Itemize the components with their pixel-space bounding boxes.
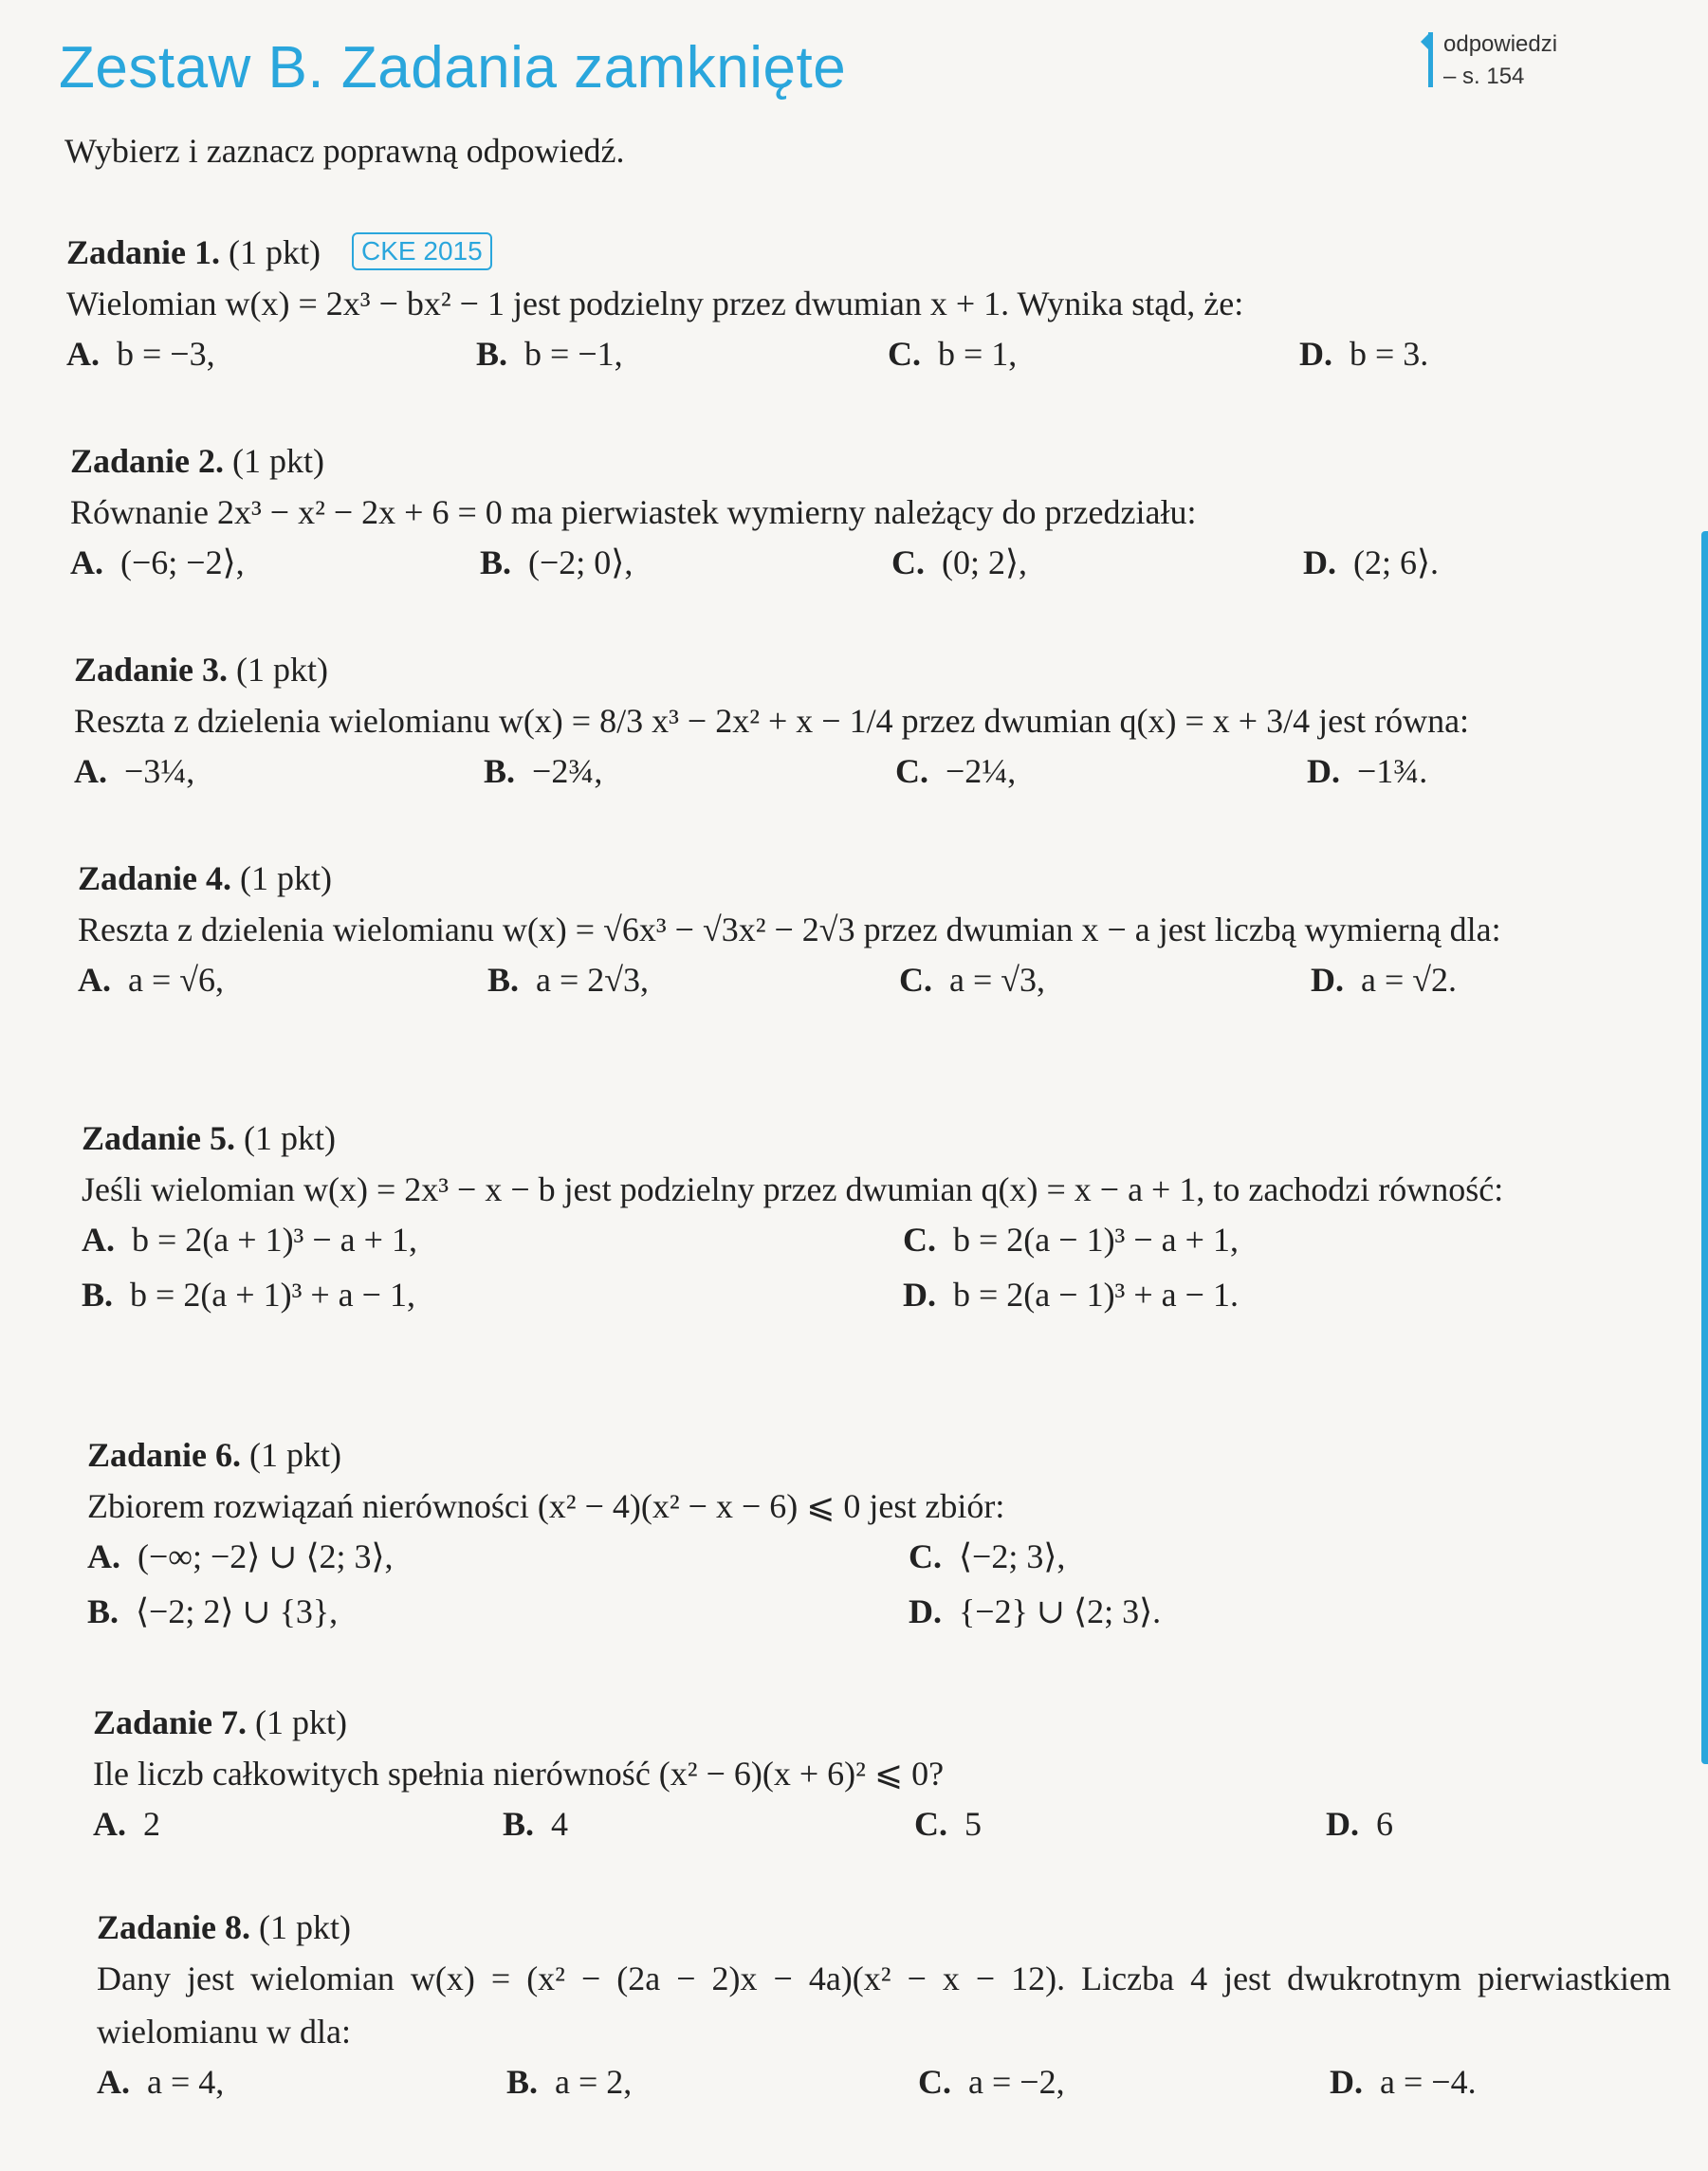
option-letter: A. [87,1537,120,1575]
option-b[interactable] [503,1804,568,1844]
option-text: −1¾. [1357,752,1428,790]
option-letter: D. [1326,1805,1359,1843]
option-d[interactable] [1299,334,1428,374]
option-d[interactable] [1326,1804,1393,1844]
option-letter: C. [891,543,925,581]
option-letter: C. [895,752,928,790]
option-letter: B. [82,1276,114,1314]
option-text: a = 2, [555,2063,633,2101]
option-c[interactable] [888,334,1017,374]
task-7 [93,1698,1686,1857]
option-text: b = −3, [117,335,215,373]
option-text: (−2; 0⟩, [528,543,634,581]
option-letter: D. [1299,335,1332,373]
answer-options [70,539,1663,596]
task-header [93,1698,1686,1747]
option-letter: B. [484,752,516,790]
arrow-icon [1421,34,1428,49]
option-c[interactable] [903,1220,1239,1260]
answer-options [97,2058,1690,2115]
option-a[interactable] [82,1220,417,1260]
option-text: −3¼, [124,752,195,790]
option-text: 2 [143,1805,160,1843]
source-badge: CKE 2015 [352,232,492,270]
option-a[interactable] [66,334,215,374]
option-a[interactable] [78,960,224,1000]
answers-reference-bar [1428,32,1433,87]
option-letter: C. [903,1221,936,1259]
task-label: Zadanie 4. [78,859,232,897]
option-text: b = 2(a − 1)³ + a − 1. [953,1276,1239,1314]
task-6 [87,1430,1680,1647]
option-d[interactable] [1311,960,1457,1000]
option-d[interactable] [1307,751,1427,791]
option-letter: A. [66,335,100,373]
answer-options [87,1533,1680,1647]
option-letter: A. [74,752,107,790]
task-stem: Dany jest wielomian w(x) = (x² − (2a − 2)x − 4a)(x² − x − 12). Liczba 4 jest dwukrotnym pierwiastkiem wielomianu w dla: [97,1959,1671,2051]
option-text: (−∞; −2⟩ ∪ ⟨2; 3⟩, [138,1537,394,1575]
option-letter: A. [97,2063,130,2101]
option-text: ⟨−2; 3⟩, [959,1537,1066,1575]
option-d[interactable] [1330,2062,1477,2102]
task-label: Zadanie 2. [70,442,225,480]
option-a[interactable] [87,1536,394,1576]
answer-options [93,1800,1686,1857]
option-letter: D. [909,1592,942,1630]
page-edge-tab [1701,531,1708,1764]
option-text: a = −2, [968,2063,1065,2101]
task-label: Zadanie 1. [66,233,221,271]
task-stem: Ile liczb całkowitych spełnia nierówność (x² − 6)(x + 6)² ⩽ 0? [93,1755,945,1793]
instruction: Wybierz i zaznacz poprawną odpowiedź. [64,132,625,170]
option-text: a = 4, [147,2063,225,2101]
option-letter: D. [1311,961,1344,999]
option-text: 5 [964,1805,982,1843]
task-header [70,436,1663,486]
task-label: Zadanie 7. [93,1703,248,1741]
option-a[interactable] [74,751,194,791]
option-b[interactable] [487,960,649,1000]
task-header [97,1903,1690,1952]
task-stem: Wielomian w(x) = 2x³ − bx² − 1 jest podzielny przez dwumian x + 1. Wynika stąd, że: [66,285,1244,322]
option-c[interactable] [914,1804,982,1844]
option-letter: C. [899,961,932,999]
option-text: (2; 6⟩. [1353,543,1440,581]
task-stem: Zbiorem rozwiązań nierówności (x² − 4)(x² − x − 6) ⩽ 0 jest zbiór: [87,1487,1005,1525]
task-stem: Jeśli wielomian w(x) = 2x³ − x − b jest podzielny przez dwumian q(x) = x − a + 1, to zachodzi równość: [82,1170,1504,1208]
option-text: b = 2(a + 1)³ − a + 1, [132,1221,417,1259]
option-text: b = 1, [938,335,1018,373]
task-points: (1 pkt) [236,651,329,689]
option-b[interactable] [82,1275,415,1315]
option-text: (−6; −2⟩, [120,543,245,581]
option-b[interactable] [87,1591,338,1631]
task-points: (1 pkt) [249,1436,342,1474]
option-letter: B. [476,335,508,373]
answers-reference-page: – s. 154 [1443,64,1525,89]
task-header [74,645,1667,694]
option-c[interactable] [891,543,1027,582]
answer-options [78,956,1671,1013]
option-letter: D. [1307,752,1340,790]
option-letter: C. [888,335,921,373]
option-text: (0; 2⟩, [942,543,1028,581]
option-c[interactable] [899,960,1045,1000]
task-4 [78,854,1671,1013]
option-text: −2¾, [532,752,603,790]
option-letter: A. [82,1221,115,1259]
option-b[interactable] [480,543,633,582]
option-letter: B. [480,543,512,581]
option-letter: B. [487,961,520,999]
task-label: Zadanie 6. [87,1436,242,1474]
answers-reference-label: odpowiedzi [1443,31,1558,57]
task-header [78,854,1671,903]
option-c[interactable] [895,751,1016,791]
task-points: (1 pkt) [255,1703,348,1741]
option-letter: D. [1330,2063,1363,2101]
answer-options [66,330,1660,387]
option-a[interactable] [70,543,245,582]
option-a[interactable] [93,1804,160,1844]
option-text: ⟨−2; 2⟩ ∪ {3}, [136,1592,339,1630]
option-letter: C. [918,2063,951,2101]
option-text: {−2} ∪ ⟨2; 3⟩. [959,1592,1162,1630]
task-label: Zadanie 3. [74,651,229,689]
task-1 [66,228,1660,387]
task-5 [82,1113,1675,1330]
task-points: (1 pkt) [232,442,325,480]
task-8 [97,1903,1690,2115]
option-text: a = √6, [128,961,225,999]
option-letter: C. [909,1537,942,1575]
option-b[interactable] [484,751,602,791]
task-stem: Równanie 2x³ − x² − 2x + 6 = 0 ma pierwiastek wymierny należący do przedziału: [70,493,1197,531]
option-letter: C. [914,1805,947,1843]
answer-options [74,747,1667,804]
task-label: Zadanie 5. [82,1119,236,1157]
option-letter: D. [1303,543,1336,581]
option-text: 4 [551,1805,569,1843]
option-a[interactable] [97,2062,224,2102]
option-text: b = 2(a + 1)³ + a − 1, [130,1276,415,1314]
option-letter: A. [78,961,111,999]
option-letter: A. [70,543,103,581]
option-c[interactable] [918,2062,1065,2102]
answers-reference [1443,28,1557,93]
option-letter: B. [87,1592,119,1630]
option-text: b = −1, [524,335,623,373]
task-label: Zadanie 8. [97,1908,251,1946]
option-b[interactable] [506,2062,632,2102]
task-points: (1 pkt) [240,859,333,897]
task-points: (1 pkt) [244,1119,337,1157]
option-text: a = 2√3, [536,961,650,999]
task-2 [70,436,1663,596]
task-header [87,1430,1680,1480]
option-letter: B. [503,1805,535,1843]
option-text: a = −4. [1380,2063,1477,2101]
option-text: a = √3, [949,961,1046,999]
task-points: (1 pkt) [229,233,321,271]
option-text: 6 [1376,1805,1393,1843]
option-letter: A. [93,1805,126,1843]
option-b[interactable] [476,334,623,374]
option-text: b = 2(a − 1)³ − a + 1, [953,1221,1239,1259]
option-text: b = 3. [1350,335,1429,373]
task-stem: Reszta z dzielenia wielomianu w(x) = 8/3 x³ − 2x² + x − 1/4 przez dwumian q(x) = x + 3/4 jest równa: [74,702,1470,740]
task-stem: Reszta z dzielenia wielomianu w(x) = √6x³ − √3x² − 2√3 przez dwumian x − a jest liczbą wymierną dla: [78,911,1501,948]
option-letter: D. [903,1276,936,1314]
option-text: a = √2. [1361,961,1458,999]
task-header [82,1113,1675,1163]
task-points: (1 pkt) [259,1908,352,1946]
option-d[interactable] [1303,543,1439,582]
task-3 [74,645,1667,804]
task-header [66,228,1660,277]
option-c[interactable] [909,1536,1065,1576]
option-text: −2¼, [946,752,1017,790]
option-d[interactable] [903,1275,1239,1315]
page-title: Zestaw B. Zadania zamknięte [59,35,847,101]
answer-options [82,1216,1675,1330]
option-letter: B. [506,2063,539,2101]
option-d[interactable] [909,1591,1161,1631]
